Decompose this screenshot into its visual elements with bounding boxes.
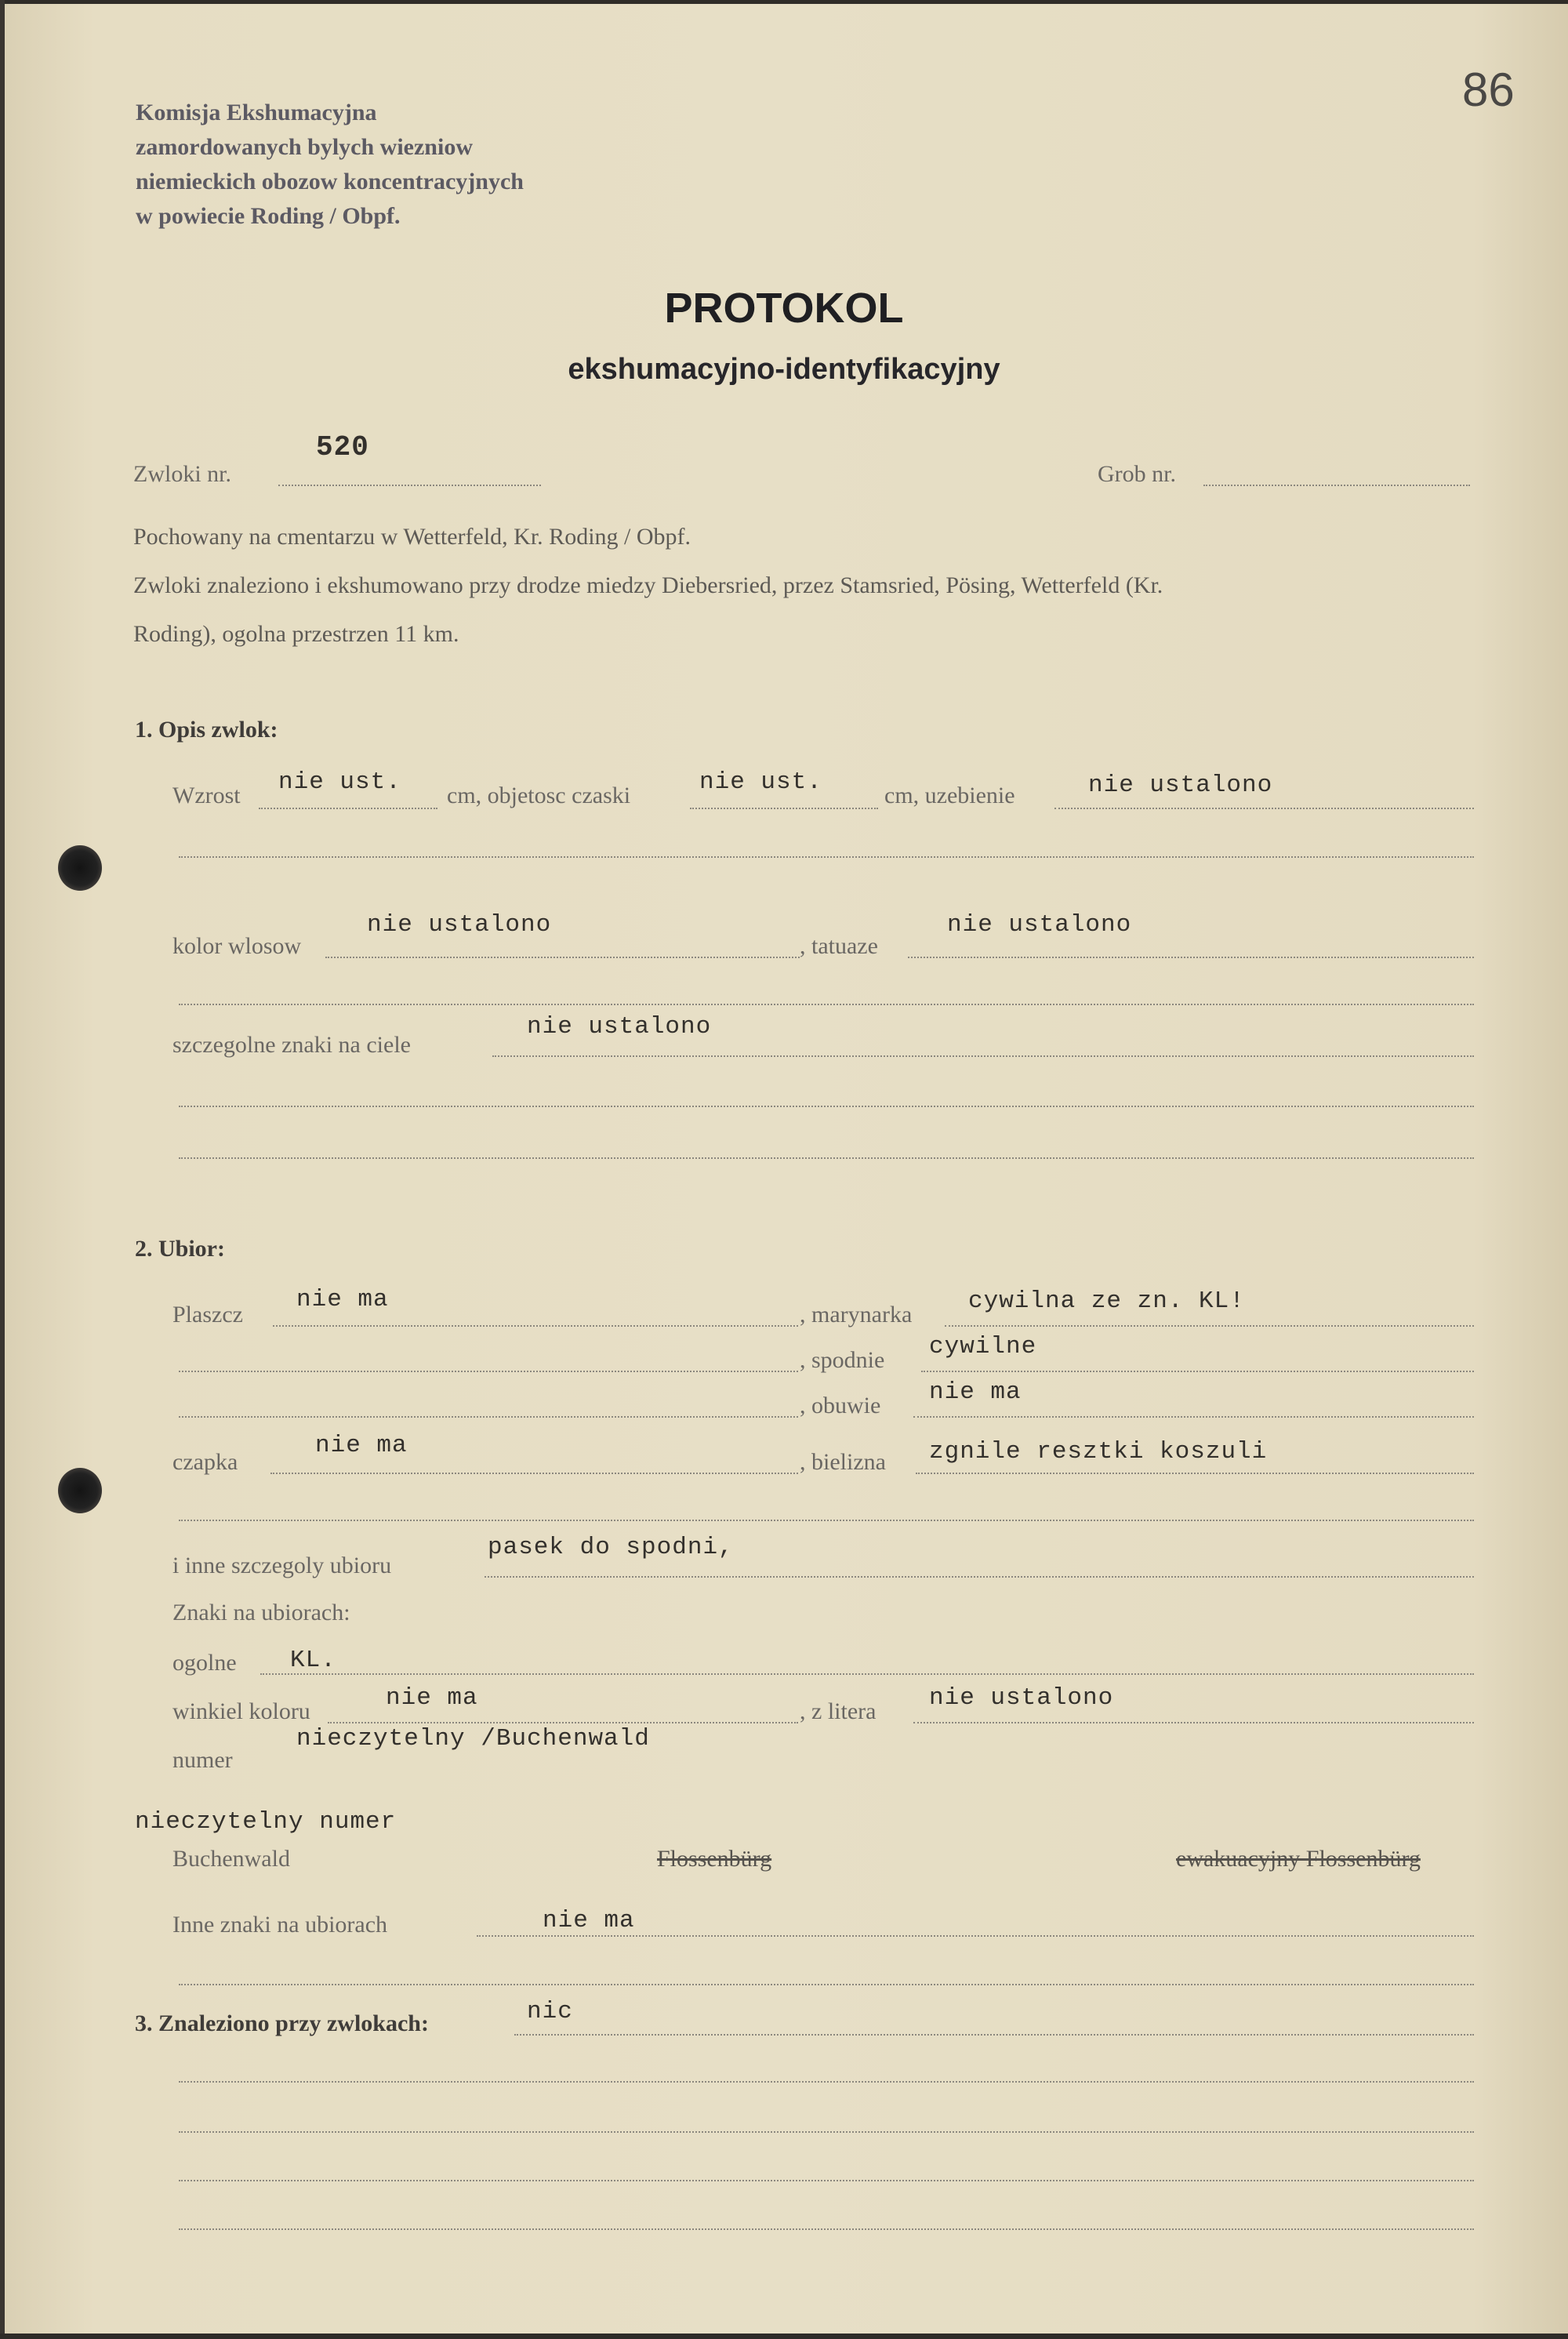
- zwloki-label: Zwloki nr.: [133, 461, 231, 487]
- dotted-line: [325, 957, 800, 958]
- section-1-heading: 1. Opis zwlok:: [135, 717, 278, 743]
- dotted-line: [179, 1106, 1474, 1107]
- flossenburg-struck: Flossenbürg: [657, 1846, 772, 1872]
- dotted-line: [913, 1722, 1474, 1723]
- kolor-wlosow-label: kolor wlosow: [172, 933, 302, 959]
- section-2-heading: 2. Ubior:: [135, 1236, 225, 1262]
- header-line-2: zamordowanych bylych wiezniow: [136, 134, 473, 160]
- dotted-line: [913, 1416, 1474, 1418]
- dotted-line: [179, 2131, 1474, 2133]
- marynarka-value: cywilna ze zn. KL!: [968, 1288, 1245, 1315]
- dotted-line: [916, 1473, 1474, 1474]
- inne-szczegoly-label: i inne szczegoly ubioru: [172, 1553, 392, 1578]
- spodnie-value: cywilne: [929, 1333, 1037, 1360]
- uzebienie-value: nie ustalono: [1088, 772, 1273, 799]
- winkiel-koloru-value: nie ma: [386, 1684, 478, 1712]
- szczegolne-znaki-label: szczegolne znaki na ciele: [172, 1032, 411, 1058]
- buchenwald-label: Buchenwald: [172, 1846, 290, 1872]
- dotted-line: [179, 1004, 1474, 1005]
- znaki-na-ubiorach-heading: Znaki na ubiorach:: [172, 1600, 350, 1625]
- inne-znaki-value: nie ma: [543, 1907, 635, 1934]
- tatuaze-label: , tatuaze: [800, 933, 878, 959]
- dotted-line: [179, 1984, 1474, 1985]
- section-3-heading: 3. Znaleziono przy zwlokach:: [135, 2010, 429, 2036]
- page-subtitle: ekshumacyjno-identyfikacyjny: [568, 353, 1000, 386]
- czapka-value: nie ma: [315, 1432, 408, 1459]
- czapka-label: czapka: [172, 1449, 238, 1475]
- dotted-line: [278, 485, 541, 486]
- dotted-line: [945, 1325, 1474, 1327]
- dotted-line: [492, 1055, 1474, 1057]
- ogolne-label: ogolne: [172, 1650, 237, 1676]
- nieczytelny-numer-typed: nieczytelny numer: [135, 1808, 397, 1836]
- dotted-line: [485, 1576, 1474, 1578]
- punch-hole-icon: [58, 845, 102, 891]
- punch-hole-icon: [58, 1468, 102, 1513]
- marynarka-label: , marynarka: [800, 1302, 913, 1327]
- dotted-line: [179, 2228, 1474, 2230]
- znaleziono-line-2: Roding), ogolna przestrzen 11 km.: [133, 621, 459, 647]
- dotted-line: [690, 808, 878, 809]
- page-title: PROTOKOL: [664, 285, 904, 332]
- dotted-line: [179, 1520, 1474, 1521]
- plaszcz-label: Plaszcz: [172, 1302, 243, 1327]
- dotted-line: [328, 1722, 798, 1723]
- scan-edge-left: [0, 0, 5, 2339]
- dotted-line: [179, 1371, 798, 1372]
- numer-label: numer: [172, 1747, 233, 1773]
- cm-objetosc-label: cm, objetosc czaski: [447, 783, 631, 808]
- section-3-value: nic: [527, 1998, 573, 2025]
- dotted-line: [260, 1673, 1474, 1675]
- dotted-line: [270, 1473, 798, 1474]
- zwloki-number: 520: [316, 431, 369, 463]
- kolor-wlosow-value: nie ustalono: [367, 911, 552, 939]
- obuwie-label: , obuwie: [800, 1393, 881, 1418]
- dotted-line: [921, 1371, 1474, 1372]
- czaski-value: nie ust.: [699, 768, 822, 796]
- wzrost-value: nie ust.: [278, 768, 401, 796]
- bielizna-value: zgnile resztki koszuli: [929, 1438, 1268, 1466]
- ewakuacyjny-flossenburg-struck: ewakuacyjny Flossenbürg: [1176, 1846, 1421, 1872]
- dotted-line: [179, 2180, 1474, 2181]
- znaleziono-line-1: Zwloki znaleziono i ekshumowano przy drodze miedzy Diebersried, przez Stamsried, Pösing, Wetterfeld (Kr.: [133, 572, 1163, 598]
- dotted-line: [179, 1416, 798, 1418]
- header-line-3: niemieckich obozow koncentracyjnych: [136, 169, 524, 194]
- plaszcz-value: nie ma: [296, 1286, 389, 1313]
- inne-znaki-label: Inne znaki na ubiorach: [172, 1912, 388, 1938]
- scan-edge-top: [0, 0, 1568, 4]
- dotted-line: [179, 2081, 1474, 2083]
- dotted-line: [1054, 808, 1474, 809]
- dotted-line: [514, 2034, 1474, 2036]
- dotted-line: [179, 856, 1474, 858]
- dotted-line: [179, 1157, 1474, 1159]
- dotted-line: [477, 1935, 1474, 1937]
- dotted-line: [1203, 485, 1470, 486]
- z-litera-label: , z litera: [800, 1698, 877, 1724]
- header-line-4: w powiecie Roding / Obpf.: [136, 203, 401, 229]
- obuwie-value: nie ma: [929, 1378, 1022, 1406]
- inne-szczegoly-value: pasek do spodni,: [488, 1534, 734, 1561]
- dotted-line: [908, 957, 1474, 958]
- wzrost-label: Wzrost: [172, 783, 241, 808]
- scan-edge-bottom: [0, 2334, 1568, 2339]
- szczegolne-znaki-value: nie ustalono: [527, 1013, 712, 1041]
- dotted-line: [273, 1325, 798, 1327]
- dotted-line: [259, 808, 437, 809]
- cm-uzebienie-label: cm, uzebienie: [884, 783, 1015, 808]
- grob-label: Grob nr.: [1098, 461, 1176, 487]
- bielizna-label: , bielizna: [800, 1449, 886, 1475]
- winkiel-koloru-label: winkiel koloru: [172, 1698, 310, 1724]
- numer-value: nieczytelny /Buchenwald: [296, 1725, 650, 1752]
- pochowany-line: Pochowany na cmentarzu w Wetterfeld, Kr. Roding / Obpf.: [133, 524, 691, 550]
- z-litera-value: nie ustalono: [929, 1684, 1114, 1712]
- ogolne-value: KL.: [290, 1647, 336, 1674]
- page-number: 86: [1462, 64, 1515, 116]
- spodnie-label: , spodnie: [800, 1347, 885, 1373]
- tatuaze-value: nie ustalono: [947, 911, 1132, 939]
- header-line-1: Komisja Ekshumacyjna: [136, 100, 377, 125]
